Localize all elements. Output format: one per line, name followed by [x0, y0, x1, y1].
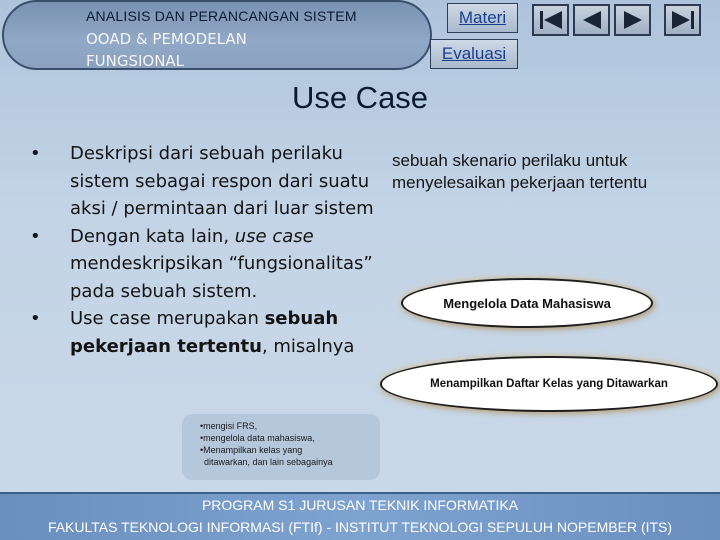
footer	[0, 492, 720, 540]
materi-link[interactable]: Materi	[447, 3, 518, 33]
course-title: ANALISIS DAN PERANCANGAN SISTEM	[86, 8, 357, 24]
evaluasi-link[interactable]: Evaluasi	[430, 39, 518, 69]
usecase-ellipse-manage-students	[401, 278, 653, 328]
first-slide-button[interactable]	[532, 4, 569, 36]
topic-title-line-1: OOAD & PEMODELAN	[86, 30, 247, 48]
bullet-text-pre: Dengan kata lain,	[70, 225, 235, 247]
usecase-label: Mengelola Data Mahasiswa	[443, 295, 611, 311]
previous-icon	[579, 9, 605, 31]
next-icon	[620, 9, 646, 31]
topic-title	[86, 28, 247, 72]
bullet-item	[30, 305, 380, 360]
last-icon	[670, 9, 696, 31]
topic-title-line-2: FUNGSIONAL	[86, 52, 185, 70]
last-slide-button[interactable]	[664, 4, 701, 36]
examples-list	[200, 420, 370, 468]
usecase-ellipse-show-classes	[380, 356, 718, 412]
first-icon	[538, 9, 564, 31]
bullet-list	[30, 140, 380, 360]
previous-slide-button[interactable]	[573, 4, 610, 36]
next-slide-button[interactable]	[614, 4, 651, 36]
scenario-description: sebuah skenario perilaku untuk menyelesaikan pekerjaan tertentu	[392, 151, 648, 192]
usecase-label: Menampilkan Daftar Kelas yang Ditawarkan	[430, 378, 668, 390]
bullet-text-post: mendeskripsikan “fungsionalitas” pada sebuah sistem.	[70, 253, 373, 302]
example-item: •mengisi FRS,	[200, 421, 258, 431]
bullet-text: Deskripsi dari sebuah perilaku sistem sebagai respon dari suatu aksi / permintaan dari luar sistem	[70, 143, 374, 219]
bullet-text-post: , misalnya	[261, 335, 355, 357]
bullet-text-italic: use case	[234, 225, 314, 247]
footer-line-2: FAKULTAS TEKNOLOGI INFORMASI (FTIf) - INSTITUT TEKNOLOGI SEPULUH NOPEMBER (ITS)	[47, 519, 673, 535]
example-item: ditawarkan, dan lain sebagainya	[204, 457, 333, 467]
slide-title: Use Case	[291, 80, 429, 115]
example-item: •mengelola data mahasiswa,	[200, 433, 315, 443]
bullet-text-bold: sebuah pekerjaan tertentu	[70, 308, 339, 357]
footer-line-1: PROGRAM S1 JURUSAN TEKNIK INFORMATIKA	[201, 497, 519, 513]
bullet-item	[30, 140, 380, 223]
title-banner	[2, 0, 432, 70]
example-item: •Menampilkan kelas yang	[200, 445, 303, 455]
header	[0, 0, 720, 76]
bullet-item	[30, 223, 380, 306]
bullet-text-pre: Use case merupakan	[70, 308, 265, 329]
